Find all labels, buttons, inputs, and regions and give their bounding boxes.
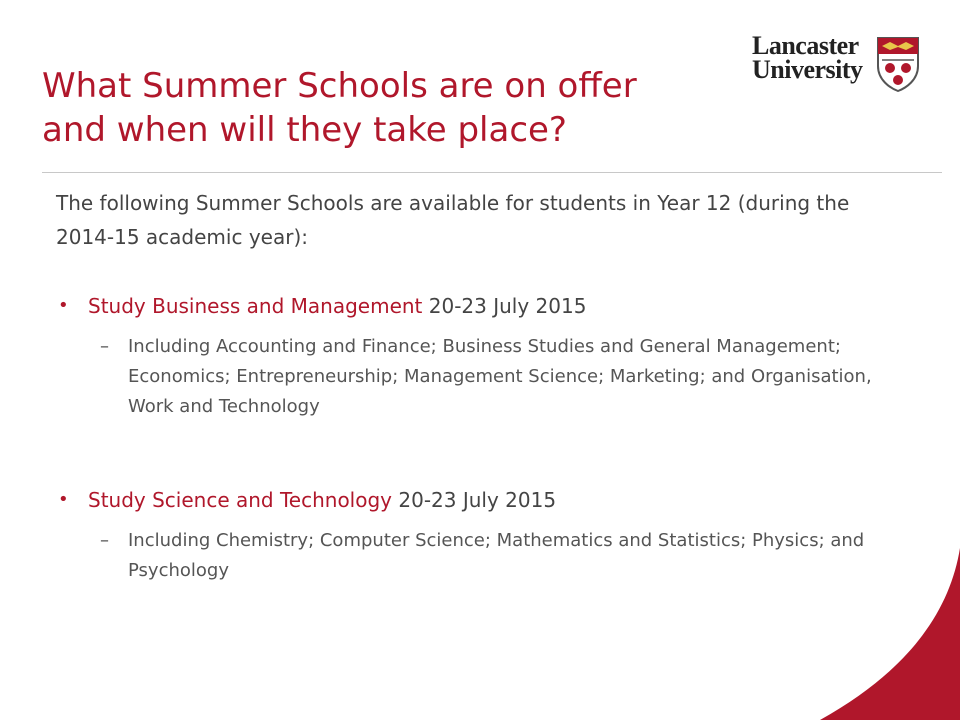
logo-wordmark (752, 31, 863, 84)
bullet-icon: • (58, 295, 69, 316)
logo-line-1: Lancaster (752, 31, 859, 60)
lancaster-university-logo (752, 31, 928, 94)
title-line-2: and when will they take place? (42, 110, 567, 150)
school-dates: 20-23 July 2015 (428, 294, 587, 318)
school-name: Study Science and Technology (88, 488, 393, 512)
school-detail (56, 332, 896, 422)
title-line-1: What Summer Schools are on offer (42, 66, 637, 106)
school-item-business (56, 290, 896, 422)
corner-swoosh-graphic (800, 520, 960, 720)
school-detail (56, 526, 896, 586)
school-item-science (56, 484, 896, 586)
dash-icon: – (100, 530, 109, 551)
school-detail-text: Including Chemistry; Computer Science; Mathematics and Statistics; Physics; and Psychology (128, 530, 865, 581)
title-divider (42, 172, 942, 173)
school-heading (56, 484, 896, 516)
school-name: Study Business and Management (88, 294, 423, 318)
school-detail-text: Including Accounting and Finance; Business Studies and General Management; Economics; Entrepreneurship; Management Science; Marketing; and Organisation, Work and Technology (128, 336, 872, 417)
logo-line-2: University (752, 55, 863, 84)
school-dates: 20-23 July 2015 (398, 488, 557, 512)
crest-icon (876, 36, 920, 92)
bullet-icon: • (58, 489, 69, 510)
intro-text: The following Summer Schools are available for students in Year 12 (during the 2014-15 academic year): (56, 191, 850, 249)
dash-icon: – (100, 336, 109, 357)
school-heading (56, 290, 896, 322)
page-title (42, 64, 762, 152)
